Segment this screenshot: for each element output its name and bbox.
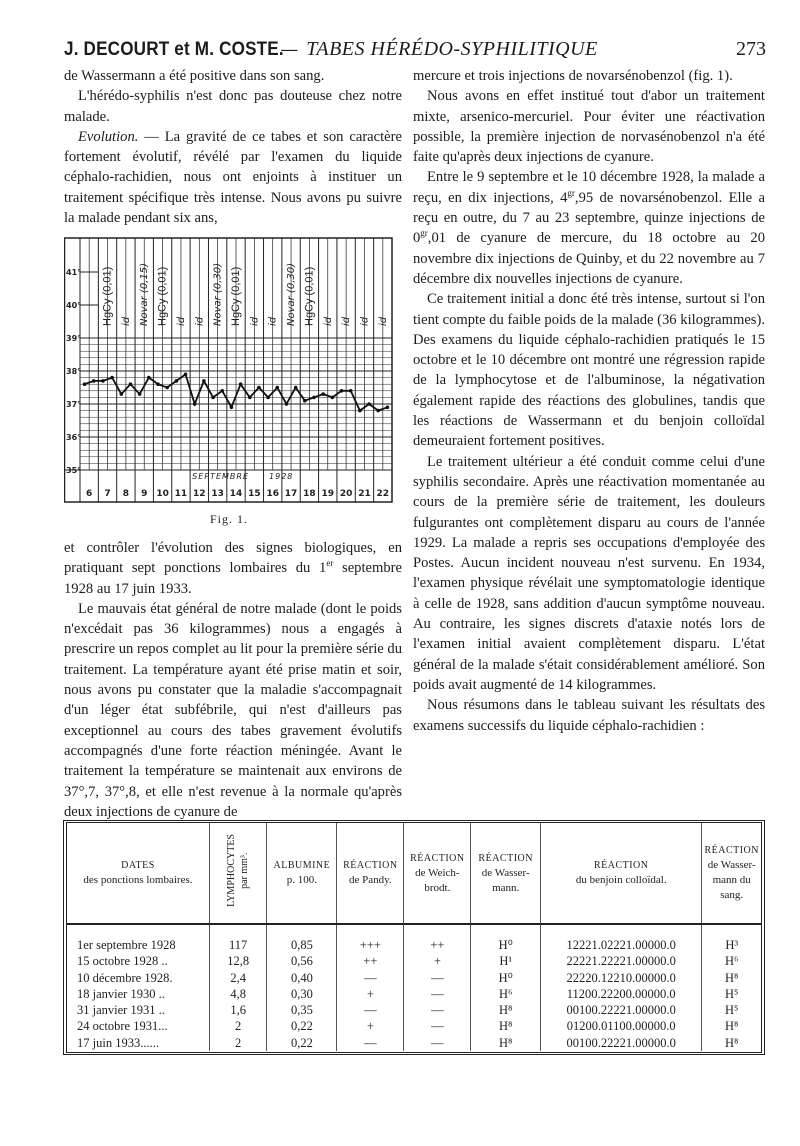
svg-text:21: 21: [358, 489, 371, 499]
paragraph: et contrôler l'évolution des signes biologiques, en pratiquant sept ponctions lombaires du 1er septembre 1928 au 17 juin 1933.: [64, 540, 402, 597]
table-cell-pandy: +: [337, 1018, 404, 1034]
table-cell-weichbrodt: —: [404, 986, 471, 1002]
table-cell-date: 18 janvier 1930 ..: [77, 986, 165, 1001]
table-row: [67, 1035, 761, 1051]
header-dates: DATES des ponctions lombaires.: [67, 823, 209, 924]
left-column-bottom: [64, 538, 402, 822]
paragraph: Le traitement ultérieur a été conduit comme celui d'une syphilis secondaire. Après une réactivation momentanée au cours de la première série de traitement, les douleurs fulgurantes ont complètement disparu au cours de l'année 1929. La malade a repris ses occupations d'employée des Postes. Aucun incident nouveau n'est survenu. En 1934, l'examen physique révélait une symptomatologie identique à celle de 1928, sans addition d'aucun symptôme nouveau. Au contraire, les signes discrets d'ataxie notés lors de l'examen initial avaient complètement disparu. L'état général de la malade s'était considérablement amélioré. Son poids avait augmenté de 14 kilogrammes.: [413, 453, 765, 693]
svg-text:16: 16: [266, 489, 279, 499]
figure-caption: Fig. 1.: [209, 512, 248, 526]
table-cell-albumine: 0,40: [267, 970, 337, 986]
table-row: [67, 1002, 761, 1018]
svg-text:37°: 37°: [66, 400, 82, 409]
table-cell-date: 10 décembre 1928.: [77, 970, 173, 985]
paragraph: Nous avons en effet institué tout d'abor un traitement mixte, arsenico-mercuriel. Pour éviter une réactivation possible, la première injection de norvasénobenzol n'a été faite qu'après deux injections de cyanure.: [413, 88, 765, 166]
temperature-chart: [64, 236, 394, 504]
header-albumine: ALBUMINE p. 100.: [267, 823, 337, 924]
svg-text:22: 22: [376, 489, 390, 499]
table-cell-date: 15 octobre 1928 ..: [77, 954, 168, 969]
table-cell-lympho: 2,4: [209, 970, 267, 986]
right-column: [413, 66, 765, 736]
svg-text:id: id: [322, 316, 334, 326]
running-header: [64, 38, 766, 62]
table-cell-benjoin: 22220.12210.00000.0: [541, 970, 702, 986]
svg-text:36°: 36°: [66, 433, 82, 442]
header-authors: J. DECOURT et M. COSTE.: [64, 39, 284, 60]
table-cell-wassermann: H⁶: [471, 986, 541, 1002]
table-cell-albumine: 0,35: [267, 1002, 337, 1018]
header-wassermann: RÉACTION de Wasser-mann.: [471, 823, 541, 924]
paragraph: Evolution. — La gravité de ce tabes et son caractère fortement évolutif, révélé par l'examen du liquide céphalo-rachidien, nous ont enjoints à instituer un traitement spécifique très intense. Nous avons pu suivre la malade pendant six ans,: [64, 128, 402, 227]
svg-text:18: 18: [303, 489, 316, 499]
table-cell-weichbrodt: —: [404, 1002, 471, 1018]
paragraph: Nous résumons dans le tableau suivant les résultats des examens successifs du liquide céphalo-rachidien :: [413, 697, 765, 734]
table-cell-date: 24 octobre 1931...: [77, 1019, 168, 1034]
table-cell-albumine: 0,85: [267, 924, 337, 953]
svg-text:13: 13: [211, 489, 224, 499]
table-cell-wassermann: H¹: [471, 953, 541, 969]
table-cell-albumine: 0,22: [267, 1018, 337, 1034]
svg-text:id: id: [267, 316, 279, 326]
table-cell-albumine: 0,30: [267, 986, 337, 1002]
svg-text:40°: 40°: [66, 301, 82, 310]
table-cell-lympho: 4,8: [209, 986, 267, 1002]
svg-text:19: 19: [321, 489, 335, 499]
table-cell-lympho: 117: [209, 924, 267, 953]
table-cell-wassermann_sang: H⁵: [702, 986, 761, 1002]
table-row: [67, 953, 761, 969]
table-cell-wassermann: H⁸: [471, 1018, 541, 1034]
results-table-frame: [63, 820, 765, 1055]
svg-text:HgCy (0,01): HgCy (0,01): [101, 266, 114, 326]
paragraph: Le mauvais état général de notre malade (dont le poids n'excédait pas 36 kilogrammes) nous a engagés à prescrire un repos complet au lit pour la première série du traitement. La température ayant été prise matin et soir, nous avons pu constater que la maladie s'accompagnait d'un léger état subfébrile, qui n'est d'ailleurs pas exceptionnel au cours des tabes gravement évolutifs accompagnés d'une forte réaction méningée. Avant le traitement la température se maintenait aux environs de 37°,7, 37°,8, et elle n'est revenue à la normale qu'après deux injections de cyanure de: [64, 600, 402, 820]
header-dash: —: [280, 39, 299, 60]
left-column-top: [64, 66, 402, 228]
svg-text:id: id: [175, 316, 187, 326]
header-lymphocytes: LYMPHOCYTES par mm³.: [209, 823, 267, 924]
svg-text:8: 8: [122, 489, 130, 499]
svg-text:7: 7: [104, 489, 111, 499]
svg-text:38°: 38°: [66, 367, 82, 376]
table-cell-lympho: 2: [209, 1018, 267, 1034]
paragraph: Ce traitement initial a donc été très intense, surtout si l'on tient compte du faible poids de la malade (36 kilogrammes). Des examens du liquide céphalo-rachidien pratiqués le 15 octobre et le 10 décembre ont montré une régression rapide de la lymphocytose et de l'albuminose, la négativation également rapide des réactions des globulines, tandis que les réactions de Wassermann et du benjoin colloïdal demeuraient fortement positives.: [413, 291, 765, 450]
svg-text:6: 6: [86, 489, 93, 499]
chart-canvas: [64, 236, 394, 504]
table-cell-pandy: +: [337, 986, 404, 1002]
svg-text:20: 20: [339, 489, 353, 499]
table-row: [67, 970, 761, 986]
svg-text:HgCy (0,01): HgCy (0,01): [156, 266, 169, 326]
svg-text:id: id: [341, 316, 353, 326]
table-cell-lympho: 12,8: [209, 953, 267, 969]
svg-text:Novar (0,30): Novar (0,30): [286, 262, 298, 326]
svg-text:41°: 41°: [66, 268, 82, 277]
table-cell-benjoin: 00100.22221.00000.0: [541, 1002, 702, 1018]
table-header-row: [67, 823, 761, 924]
table-cell-weichbrodt: —: [404, 970, 471, 986]
svg-text:35°: 35°: [66, 466, 82, 475]
table-cell-wassermann: H⁸: [471, 1035, 541, 1051]
table-cell-weichbrodt: ++: [404, 924, 471, 953]
paragraph: Entre le 9 septembre et le 10 décembre 1928, la malade a reçu, en dix injections, $4^{gr},95$ de novarsénobenzol. Elle a reçu en outre, du 7 au 23 septembre, quinze injections de $0^{gr},01$ de cyanure de mercure, du 18 octobre au 20 novembre dix injections de Quinby, et du 22 novembre au 7 décembre dix nouvelles injections de cyanure.: [413, 169, 765, 287]
table-cell-wassermann_sang: H³: [702, 924, 761, 953]
svg-text:id: id: [359, 316, 371, 326]
svg-text:12: 12: [193, 489, 206, 499]
header-weichbrodt: RÉACTION de Weich-brodt.: [404, 823, 471, 924]
table-cell-weichbrodt: —: [404, 1035, 471, 1051]
page-number: 273: [736, 38, 766, 60]
svg-text:Novar (0,15): Novar (0,15): [139, 262, 151, 326]
svg-text:10: 10: [156, 489, 169, 499]
svg-text:1928: 1928: [269, 472, 294, 481]
svg-text:14: 14: [229, 489, 243, 499]
table-cell-wassermann_sang: H⁸: [702, 1035, 761, 1051]
header-benjoin: RÉACTION du benjoin colloïdal.: [541, 823, 702, 924]
paragraph: L'hérédo-syphilis n'est donc pas douteuse chez notre malade.: [64, 88, 402, 125]
table-cell-pandy: —: [337, 1002, 404, 1018]
svg-text:id: id: [120, 316, 132, 326]
table-cell-benjoin: 12221.02221.00000.0: [541, 924, 702, 953]
section-lead: Evolution.: [78, 128, 139, 145]
svg-text:39°: 39°: [66, 334, 82, 343]
table-cell-pandy: +++: [337, 924, 404, 953]
svg-text:id: id: [377, 316, 389, 326]
table-cell-pandy: —: [337, 1035, 404, 1051]
svg-text:Novar (0,30): Novar (0,30): [212, 262, 224, 326]
paragraph: mercure et trois injections de novarsénobenzol (fig. 1).: [413, 68, 733, 84]
table-cell-albumine: 0,56: [267, 953, 337, 969]
table-cell-wassermann: H⁰: [471, 924, 541, 953]
table-row: [67, 1018, 761, 1034]
table-cell-pandy: —: [337, 970, 404, 986]
table-cell-weichbrodt: —: [404, 1018, 471, 1034]
table-cell-weichbrodt: +: [404, 953, 471, 969]
table-cell-date: 17 juin 1933......: [77, 1035, 159, 1050]
table-cell-date: 1er septembre 1928: [77, 938, 176, 952]
svg-text:HgCy (0,01): HgCy (0,01): [230, 266, 242, 326]
svg-text:15: 15: [248, 489, 261, 499]
table-body: [67, 924, 761, 1051]
svg-text:SEPTEMBRE: SEPTEMBRE: [192, 472, 250, 481]
svg-text:9: 9: [141, 489, 148, 499]
table-cell-albumine: 0,22: [267, 1035, 337, 1051]
table-cell-wassermann_sang: H⁶: [702, 953, 761, 969]
table-cell-wassermann_sang: H⁵: [702, 1002, 761, 1018]
table-cell-wassermann: H⁰: [471, 970, 541, 986]
svg-text:id: id: [249, 316, 261, 326]
table-cell-benjoin: 00100.22221.00000.0: [541, 1035, 702, 1051]
table-cell-benjoin: 11200.22200.00000.0: [541, 986, 702, 1002]
paragraph: de Wassermann a été positive dans son sang.: [64, 68, 325, 84]
header-pandy: RÉACTION de Pandy.: [337, 823, 404, 924]
svg-text:id: id: [194, 316, 206, 326]
header-title: TABES HÉRÉDO-SYPHILITIQUE: [306, 38, 598, 60]
header-wassermann-sang: RÉACTION de Wasser-mann du sang.: [702, 823, 761, 924]
svg-text:11: 11: [174, 489, 188, 499]
table-cell-lympho: 2: [209, 1035, 267, 1051]
table-cell-wassermann_sang: H⁸: [702, 970, 761, 986]
table-cell-wassermann: H⁸: [471, 1002, 541, 1018]
table-row: [67, 924, 761, 953]
table-row: [67, 986, 761, 1002]
svg-text:HgCy (0,01): HgCy (0,01): [303, 266, 316, 326]
table-cell-date: 31 janvier 1931 ..: [77, 1003, 165, 1018]
table-cell-lympho: 1,6: [209, 1002, 267, 1018]
table-cell-pandy: ++: [337, 953, 404, 969]
table-cell-benjoin: 22221.22221.00000.0: [541, 953, 702, 969]
table-cell-wassermann_sang: H⁸: [702, 1018, 761, 1034]
results-table: [67, 823, 761, 1051]
svg-text:17: 17: [284, 489, 298, 499]
table-cell-benjoin: 01200.01100.00000.0: [541, 1018, 702, 1034]
